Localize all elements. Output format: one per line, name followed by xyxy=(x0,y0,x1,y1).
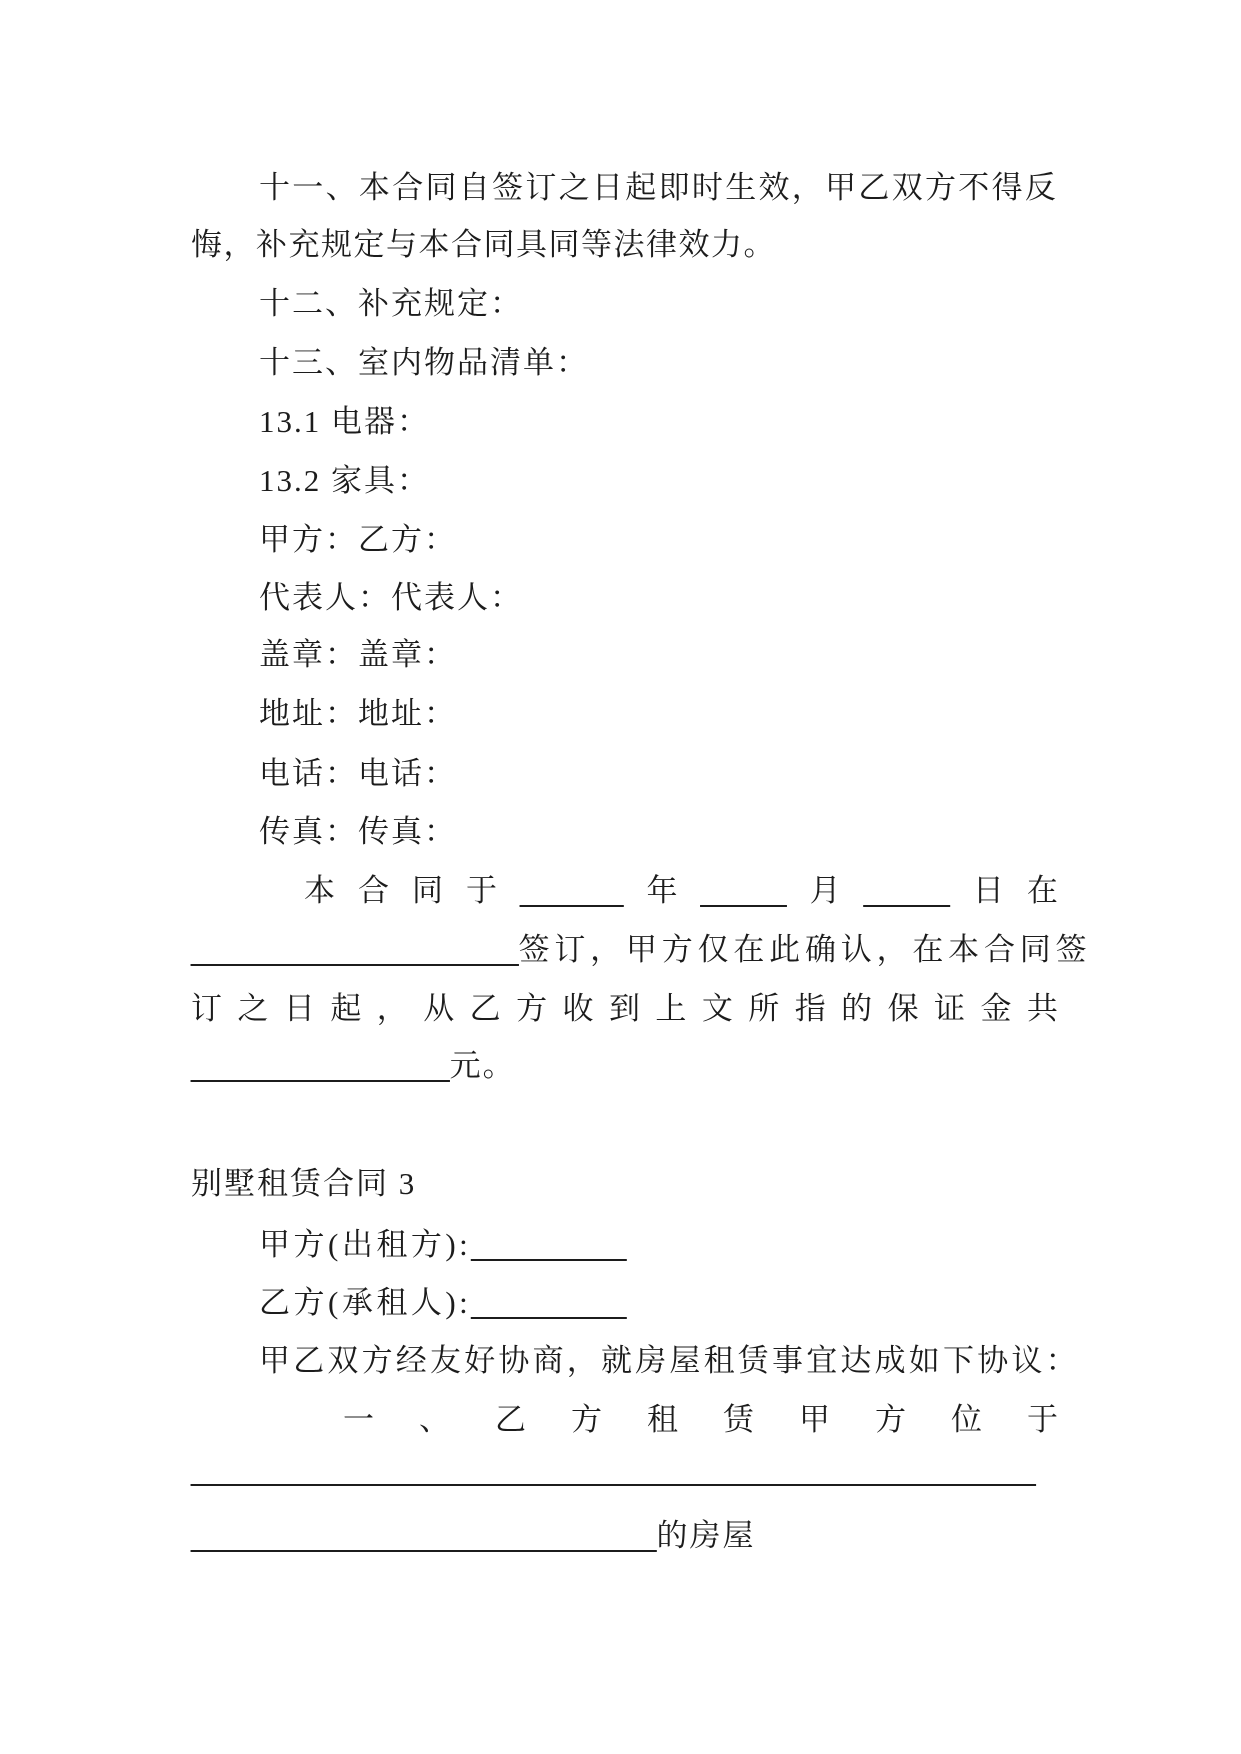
signing-token: 乙 xyxy=(469,991,501,1026)
signing-line-4 xyxy=(191,1046,516,1086)
signing-line-1 xyxy=(304,871,1058,911)
deposit-amount-blank: _______________ xyxy=(191,1048,450,1083)
party-b-label: 乙方(承租人): xyxy=(259,1285,472,1320)
property-location-blank: _________________________________________________ xyxy=(191,1452,1036,1487)
clause-11-line-2: 悔，补充规定与本合同具同等法律效力。 xyxy=(191,227,776,262)
clause-12: 十二、补充规定： xyxy=(259,286,523,321)
signing-token: 于 xyxy=(466,873,497,908)
signing-token: 在 xyxy=(1026,873,1058,908)
property-suffix: 的房屋 xyxy=(656,1518,756,1553)
signing-token: 的 xyxy=(841,991,873,1026)
signing-line-4-text: 元。 xyxy=(449,1048,516,1083)
signing-token: 合 xyxy=(358,873,389,908)
signing-token: 日 xyxy=(972,873,1004,908)
signing-token: ， xyxy=(376,991,408,1026)
year-blank: ______ xyxy=(520,873,624,908)
signing-token: 文 xyxy=(701,991,733,1026)
party-b-line xyxy=(259,1283,626,1323)
party-a-label: 甲方(出租方): xyxy=(259,1227,472,1262)
clause-13-1: 13.1 电器： xyxy=(259,404,430,439)
clause-token: 、 xyxy=(419,1402,450,1437)
signature-representatives: 代表人：代表人： xyxy=(259,580,523,615)
signature-phones: 电话：电话： xyxy=(259,756,457,791)
signing-token: 保 xyxy=(887,991,919,1026)
signing-token: 证 xyxy=(934,991,965,1026)
signing-token: 指 xyxy=(794,991,826,1026)
signing-token: 之 xyxy=(237,991,269,1026)
clause-token: 方 xyxy=(875,1402,906,1437)
signing-token: 收 xyxy=(562,991,594,1026)
signing-token: 金 xyxy=(980,991,1012,1026)
signing-line-2-text: 签订，甲方仅在此确认，在本合同签 xyxy=(518,932,1092,967)
clause-token: 乙 xyxy=(495,1402,526,1437)
clause-13: 十三、室内物品清单： xyxy=(259,345,589,380)
contract-3-title: 别墅租赁合同 3 xyxy=(191,1166,417,1201)
signing-token: 日 xyxy=(283,991,315,1026)
signing-line-2 xyxy=(191,930,1091,970)
property-location-blank-continued: ___________________________ xyxy=(191,1518,657,1553)
month-blank: _____ xyxy=(700,873,787,908)
contract-3-clause-1-line-2 xyxy=(191,1450,1036,1490)
signature-faxes: 传真：传真： xyxy=(259,814,457,849)
signing-token: 订 xyxy=(191,991,222,1026)
clause-token: 赁 xyxy=(723,1402,754,1437)
clause-token: 于 xyxy=(1027,1402,1058,1437)
party-b-blank: _________ xyxy=(471,1285,627,1320)
clause-11-line-1: 十一、本合同自签订之日起即时生效，甲乙双方不得反 xyxy=(259,170,1059,205)
party-a-line xyxy=(259,1225,626,1265)
contract-3-clause-1-line-3 xyxy=(191,1516,756,1556)
signing-token: 上 xyxy=(655,991,687,1026)
clause-token: 方 xyxy=(571,1402,602,1437)
signature-addresses: 地址：地址： xyxy=(259,696,457,731)
party-a-blank: _________ xyxy=(471,1227,627,1262)
signing-token: 本 xyxy=(304,873,335,908)
signing-token: 年 xyxy=(646,873,678,908)
signing-token: 起 xyxy=(330,991,362,1026)
signature-parties: 甲方：乙方： xyxy=(259,522,457,557)
signing-token: 所 xyxy=(748,991,780,1026)
signing-line-3 xyxy=(191,989,1058,1029)
clause-token: 一 xyxy=(343,1402,374,1437)
signing-token: 从 xyxy=(423,991,455,1026)
clause-13-2: 13.2 家具： xyxy=(259,463,430,498)
contract-3-clause-1-line-1 xyxy=(343,1400,1058,1440)
signature-seals: 盖章：盖章： xyxy=(259,637,457,672)
clause-token: 位 xyxy=(951,1402,982,1437)
day-blank: _____ xyxy=(863,873,950,908)
signing-token: 共 xyxy=(1026,991,1058,1026)
contract-3-intro: 甲乙双方经友好协商，就房屋租赁事宜达成如下协议： xyxy=(259,1343,1080,1378)
clause-token: 租 xyxy=(647,1402,678,1437)
place-blank: ___________________ xyxy=(191,932,519,967)
signing-token: 同 xyxy=(412,873,443,908)
signing-token: 到 xyxy=(608,991,640,1026)
signing-token: 月 xyxy=(809,873,841,908)
signing-token: 方 xyxy=(516,991,548,1026)
clause-token: 甲 xyxy=(799,1402,830,1437)
